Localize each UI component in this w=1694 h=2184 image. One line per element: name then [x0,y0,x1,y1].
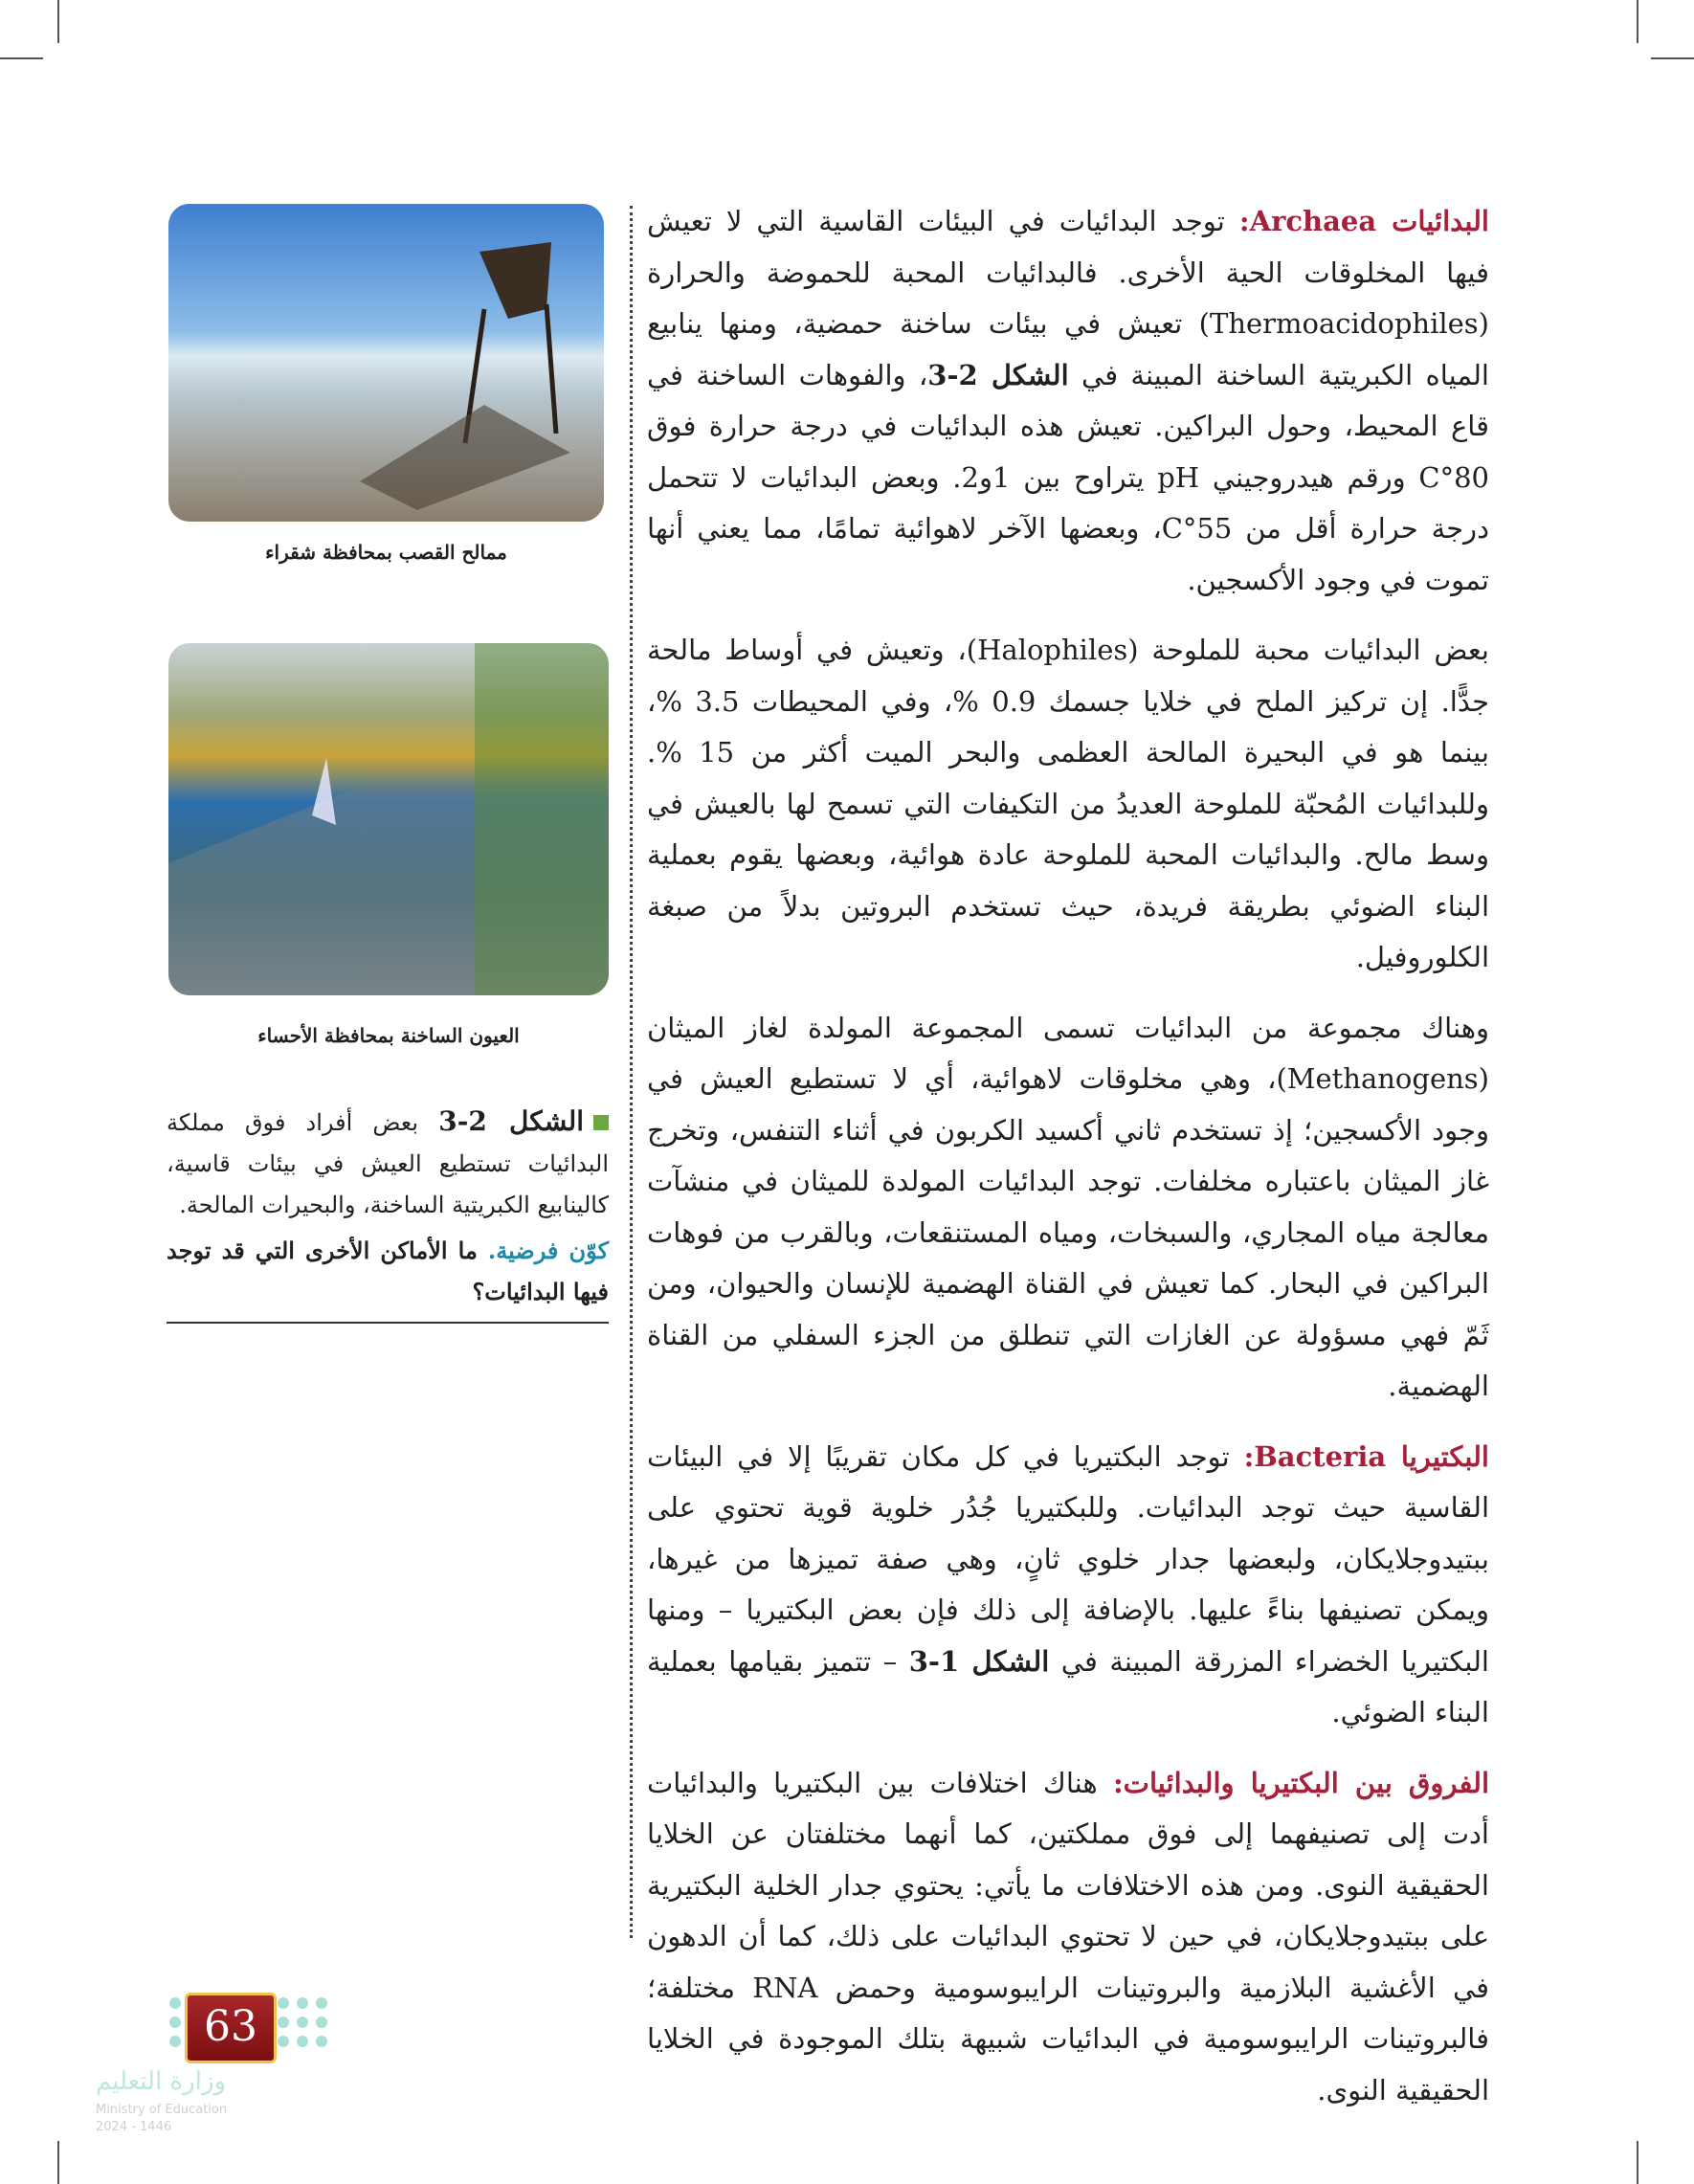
ministry-en: Ministry of Education [96,2103,228,2117]
crop-mark [1637,2141,1638,2184]
photo1-caption: ممالح القصب بمحافظة شقراء [265,541,507,564]
crop-mark [57,0,59,43]
logo-dots-right [276,1995,333,2053]
page-number: 63 [185,1993,277,2063]
hot-springs-photo [168,643,609,995]
figure-caption [167,1101,609,1324]
text: – تتميز بقيامها بعملية البناء الضوئي. [647,1644,1489,1728]
column-divider [630,206,633,1938]
term-differences: الفروق بين البكتيريا والبدائيات: [1112,1766,1490,1799]
crop-mark [1637,0,1638,43]
ministry-logo-ar: وزارة التعليم [96,2067,227,2096]
square-bullet-icon [593,1115,609,1130]
hypothesis-question [167,1230,609,1312]
salt-structure-illustration [168,204,604,522]
figure-ref: الشكل 2-3 [927,358,1069,391]
figure-text [167,1101,609,1226]
ministry-logo-en [96,2102,227,2136]
text: توجد البكتيريا في كل مكان تقريبًا إلا في البيئات القاسية حيث توجد البدائيات. وللبكتيريا جُدُر خلوية قوية تحتوي على ببتيدوجلايكان، ولبعضها جدار خلوي ثانٍ، وهي صفة تميزها من غيرها، ويمكن تصنيفها بناءً عليها. بالإضافة إلى ذلك فإن بعض البكتيريا – ومنها البكتيريا الخضراء المزرقة المبينة في [647,1439,1489,1678]
text: توجد البدائيات في البيئات القاسية التي لا تعيش فيها المخلوقات الحية الأخرى. فالبدائيات المحبة للحموضة والحرارة (Thermoacidophiles) تعيش في بيئات ساخنة حمضية، ومنها ينابيع المياه الكبريتية الساخنة المبينة في [647,205,1489,391]
salt-flats-photo [168,204,604,522]
paragraph-differences [647,1758,1489,2117]
photo2-caption: العيون الساخنة بمحافظة الأحساء [257,1024,520,1047]
hypothesis-label: كوّن فرضية. [487,1237,609,1264]
text: ما الأماكن الأخرى التي قد توجد فيها البدائيات؟ [167,1237,609,1305]
crop-mark [0,57,43,59]
term-bacteria: البكتيريا Bacteria: [1243,1439,1489,1473]
paragraph-methanogens: وهناك مجموعة من البدائيات تسمى المجموعة المولدة لغاز الميثان (Methanogens)، وهي مخلوقات لاهوائية، أي لا تستطيع العيش في وجود الأكسجين؛ إذ تستخدم ثاني أكسيد الكربون في أثناء التنفس، وتخرج غاز الميثان باعتباره مخلفات. توجد البدائيات المولدة للميثان في منشآت معالجة مياه المجاري، والسبخات، ومياه المستنقعات، وبالقرب من فوهات البراكين في البحار. كما تعيش في القناة الهضمية للإنسان والحيوان، ومن ثَمّ فهي مسؤولة عن الغازات التي تنطلق من الجزء السفلي من القناة الهضمية. [647,1011,1489,1402]
crop-mark [57,2141,59,2184]
text: بعض أفراد فوق مملكة البدائيات تستطيع العيش في بيئات قاسية، كالينابيع الكبريتية الساخنة، والبحيرات المالحة. [167,1109,609,1218]
text: هناك اختلافات بين البكتيريا والبدائيات أدت إلى تصنيفهما إلى فوق مملكتين، كما أنهما مختلفتان عن الخلايا الحقيقية النوى. ومن هذه الاختلافات ما يأتي: يحتوي جدار الخلية البكتيرية على ببتيدوجلايكان، في حين لا تحتوي البدائيات على ذلك، كما أن الدهون في الأغشية البلازمية والبروتينات الرايبوسومية وحمض RNA مختلفة؛ فالبروتينات الرايبوسومية في البدائيات شبيهة بتلك الموجودة في الخلايا الحقيقية النوى. [647,1766,1490,2106]
figure-ref: الشكل 1-3 [908,1644,1050,1678]
main-text [647,196,1489,2135]
pool-illustration [168,643,609,995]
paragraph-halophiles: بعض البدائيات محبة للملوحة (Halophiles)، وتعيش في أوساط مالحة جدًّا. إن تركيز الملح في خلايا جسمك 0.9 %، وفي المحيطات 3.5 %، بينما هو في البحيرة المالحة العظمى والبحر الميت أكثر من 15 %. وللبدائيات المُحبّة للملوحة العديدُ من التكيفات التي تسمح لها بالعيش في وسط مالح. والبدائيات المحبة للملوحة عادة هوائية، وبعضها يقوم بعملية البناء الضوئي بطريقة فريدة، حيث تستخدم البروتين بدلاً من صبغة الكلوروفيل. [647,634,1489,973]
divider-rule [167,1322,609,1324]
year: 2024 - 1446 [96,2120,172,2134]
paragraph-bacteria [647,1432,1489,1739]
term-archaea: البدائيات Archaea: [1238,205,1489,237]
crop-mark [1651,57,1694,59]
figure-label: الشكل 2-3 [438,1105,584,1137]
text: ، والفوهات الساخنة في قاع المحيط، وحول البراكين. تعيش هذه البدائيات في درجة حرارة فوق 80°C ورقم هيدروجيني pH يتراوح بين 1و2. وبعض البدائيات لا تتحمل درجة حرارة أقل من 55°C، وبعضها الآخر لاهوائية تمامًا، مما يعني أنها تموت في وجود الأكسجين. [647,358,1489,596]
paragraph-archaea [647,196,1489,606]
